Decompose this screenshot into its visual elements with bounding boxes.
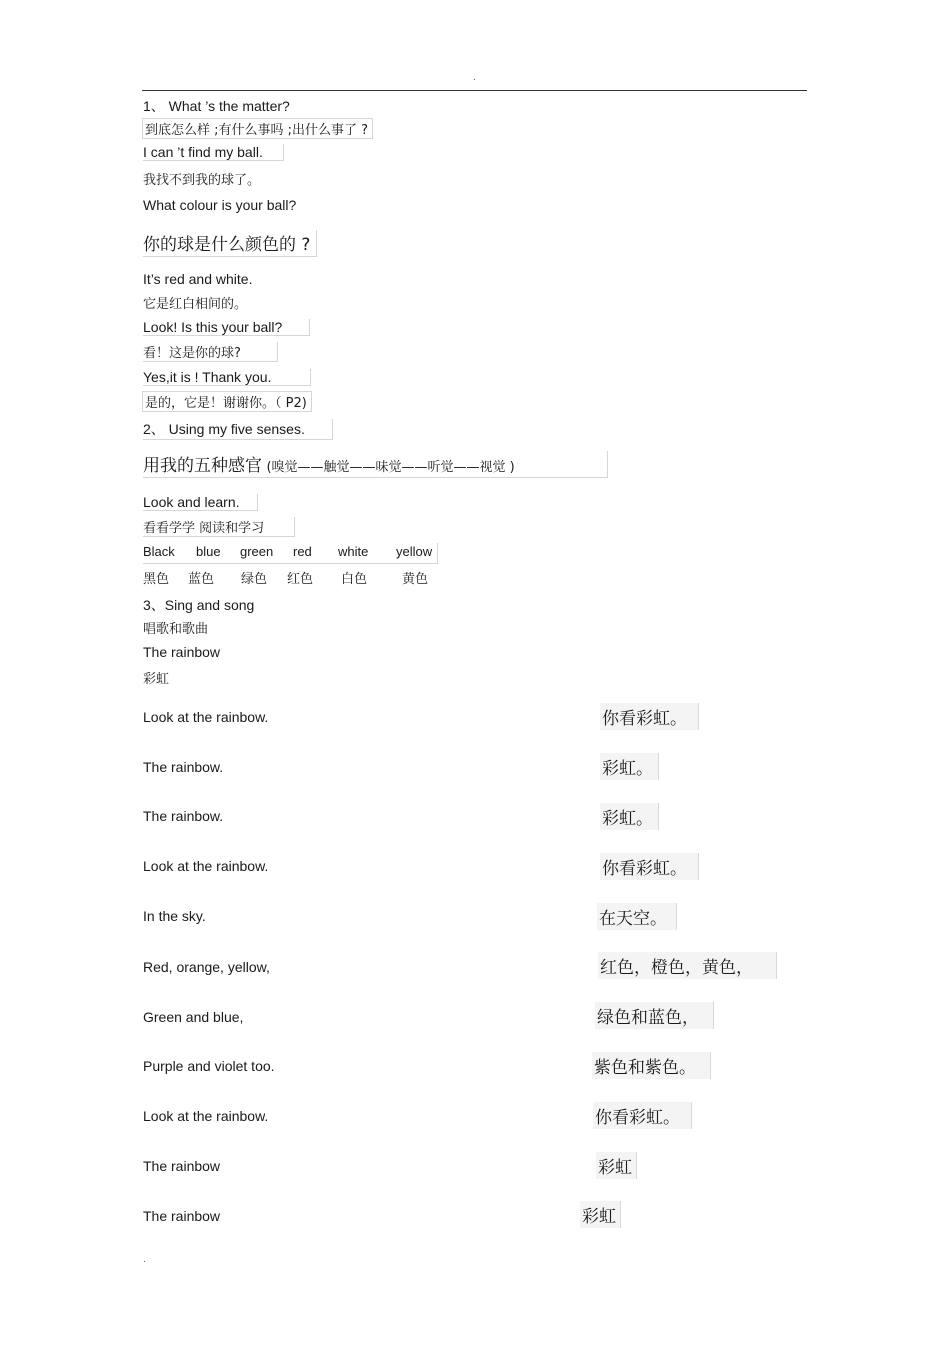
song-zh-10: 彩虹 (596, 1152, 637, 1179)
line-7: It’s red and white. (143, 271, 253, 287)
color-en-4: red (293, 544, 312, 559)
colors-en-row (143, 543, 438, 564)
line-20: 唱歌和歌曲 (143, 622, 209, 637)
color-en-1: Black (143, 544, 175, 559)
line-19: 3、Sing and song (143, 597, 255, 613)
song-zh-3: 彩虹。 (600, 803, 659, 830)
color-zh-2: 蓝色 (188, 572, 215, 587)
line-1: 1、 What ’s the matter? (143, 98, 290, 114)
five-senses-list: (嗅觉——触觉——味觉——听觉——视觉 ) (266, 460, 515, 475)
color-en-3: green (240, 544, 274, 559)
color-zh-3: 绿色 (241, 572, 268, 587)
header-mark: . (473, 72, 476, 83)
line-4: 我找不到我的球了。 (143, 173, 261, 188)
song-zh-7: 绿色和蓝色， (595, 1002, 714, 1029)
song-zh-8: 紫色和紫色。 (592, 1052, 711, 1079)
color-zh-6: 黄色 (402, 572, 429, 587)
song-en-5: In the sky. (143, 908, 206, 924)
color-en-6: yellow (396, 544, 433, 559)
song-en-2: The rainbow. (143, 759, 224, 775)
line-8: 它是红白相间的。 (143, 297, 248, 312)
line-21: The rainbow (143, 644, 221, 660)
header-rule (142, 90, 807, 91)
line-6: 你的球是什么颜色的 ? (143, 230, 317, 257)
song-en-6: Red, orange, yellow, (143, 959, 270, 975)
song-zh-5: 在天空。 (597, 903, 677, 930)
line-14 (143, 451, 608, 478)
song-en-11: The rainbow (143, 1208, 221, 1224)
line-13: 2、 Using my five senses. (143, 419, 333, 440)
footer-mark: . (143, 1254, 146, 1265)
song-en-9: Look at the rainbow. (143, 1108, 269, 1124)
color-en-2: blue (196, 544, 221, 559)
color-zh-4: 红色 (287, 572, 314, 587)
line-3: I can ’t find my ball. (143, 144, 284, 161)
song-zh-6: 红色，橙色，黄色， (598, 952, 777, 979)
song-zh-1: 你看彩虹。 (600, 703, 699, 730)
line-22: 彩虹 (143, 672, 170, 687)
line-2: 到底怎么样 ;有什么事吗 ;出什么事了 ? (142, 118, 373, 139)
colors-zh-row (143, 567, 443, 587)
song-zh-4: 你看彩虹。 (600, 853, 699, 880)
line-16: 看看学学 阅读和学习 (143, 517, 295, 537)
song-zh-2: 彩虹。 (600, 753, 659, 780)
line-9: Look! Is this your ball? (143, 319, 310, 336)
line-10: 看！这是你的球? (143, 342, 278, 362)
song-en-3: The rainbow. (143, 808, 224, 824)
song-zh-9: 你看彩虹。 (593, 1102, 692, 1129)
five-senses-title: 用我的五种感官 (143, 456, 262, 476)
line-5: What colour is your ball? (143, 197, 297, 213)
song-en-8: Purple and violet too. (143, 1058, 275, 1074)
line-15: Look and learn. (143, 494, 258, 511)
line-12: 是的，它是！谢谢你。（ P2) (142, 391, 312, 412)
song-en-10: The rainbow (143, 1158, 221, 1174)
color-zh-5: 白色 (341, 572, 368, 587)
song-en-7: Green and blue, (143, 1009, 244, 1025)
color-en-5: white (338, 544, 369, 559)
song-zh-11: 彩虹 (580, 1201, 621, 1228)
color-zh-1: 黑色 (143, 572, 170, 587)
line-11: Yes,it is ! Thank you. (143, 369, 311, 386)
song-en-4: Look at the rainbow. (143, 858, 269, 874)
song-en-1: Look at the rainbow. (143, 709, 269, 725)
